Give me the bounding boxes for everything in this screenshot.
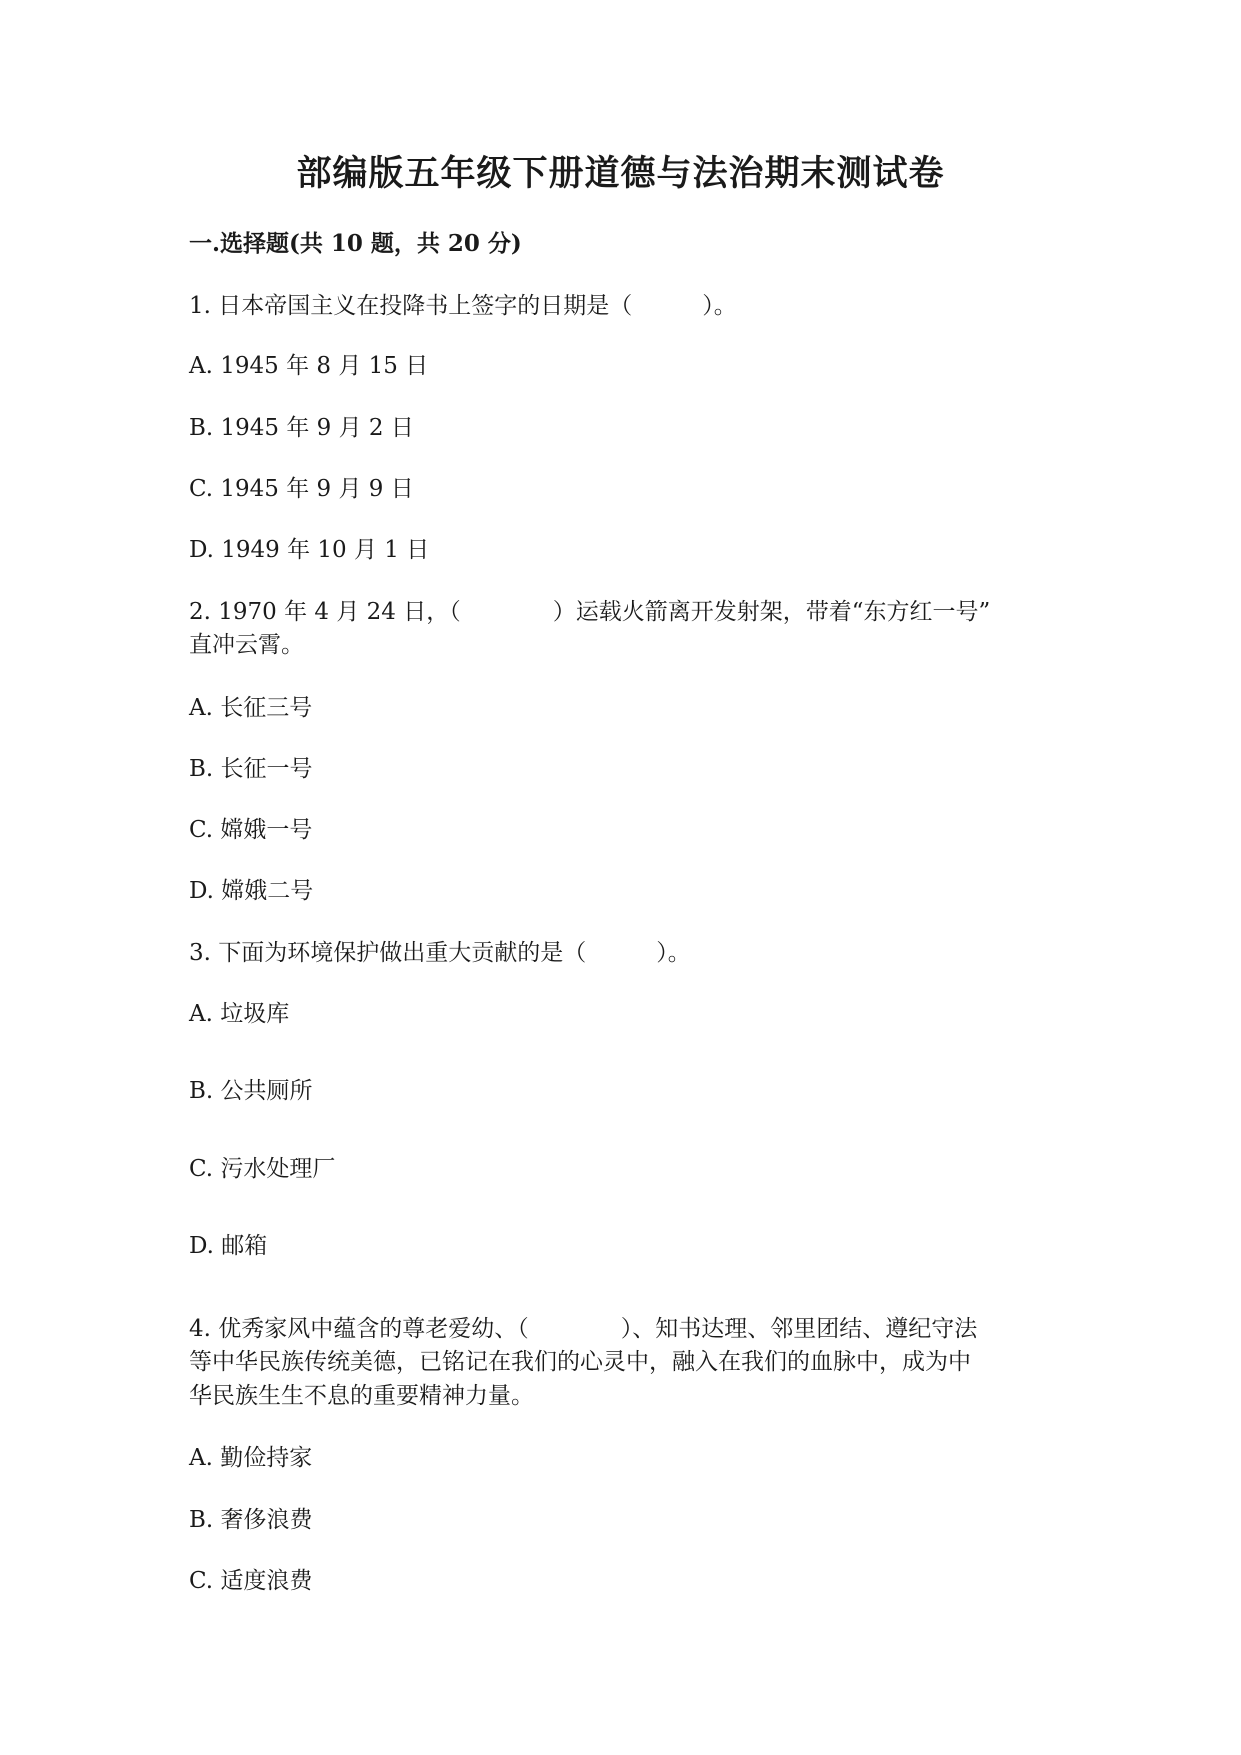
question-2-stem-line-2: 直冲云霄。 (189, 632, 304, 658)
question-1-stem: 1. 日本帝国主义在投降书上签字的日期是（ ）。 (189, 293, 737, 319)
question-2-stem: 2. 1970 年 4 月 24 日，（ ）运载火箭离开发射架，带着“东方红一号” (189, 599, 991, 625)
question-3-option-c: C. 污水处理厂 (189, 1156, 336, 1182)
question-2-option-d: D. 嫦娥二号 (189, 878, 314, 904)
question-3-option-d: D. 邮箱 (189, 1233, 268, 1259)
question-4-option-b: B. 奢侈浪费 (189, 1507, 313, 1533)
question-1-option-b: B. 1945 年 9 月 2 日 (189, 415, 414, 441)
question-3-option-a: A. 垃圾库 (189, 1001, 290, 1027)
question-4-stem-line-3: 华民族生生不息的重要精神力量。 (189, 1383, 534, 1409)
question-1-option-a: A. 1945 年 8 月 15 日 (189, 353, 429, 379)
question-1-option-d: D. 1949 年 10 月 1 日 (189, 537, 430, 563)
question-2-option-a: A. 长征三号 (189, 695, 313, 721)
question-2-option-c: C. 嫦娥一号 (189, 817, 313, 843)
question-4-stem-line-2: 等中华民族传统美德，已铭记在我们的心灵中，融入在我们的血脉中，成为中 (189, 1349, 971, 1375)
question-4-stem: 4. 优秀家风中蕴含的尊老爱幼、（ ）、知书达理、邻里团结、遵纪守法 (189, 1316, 978, 1342)
question-3-stem: 3. 下面为环境保护做出重大贡献的是（ ）。 (189, 940, 691, 966)
question-4-option-c: C. 适度浪费 (189, 1568, 313, 1594)
section-heading: 一.选择题(共 10 题，共 20 分) (189, 230, 522, 257)
question-4-option-a: A. 勤俭持家 (189, 1445, 313, 1471)
document-title: 部编版五年级下册道德与法治期末测试卷 (296, 153, 945, 194)
question-3-option-b: B. 公共厕所 (189, 1078, 313, 1104)
question-1-option-c: C. 1945 年 9 月 9 日 (189, 476, 414, 502)
question-2-option-b: B. 长征一号 (189, 756, 313, 782)
